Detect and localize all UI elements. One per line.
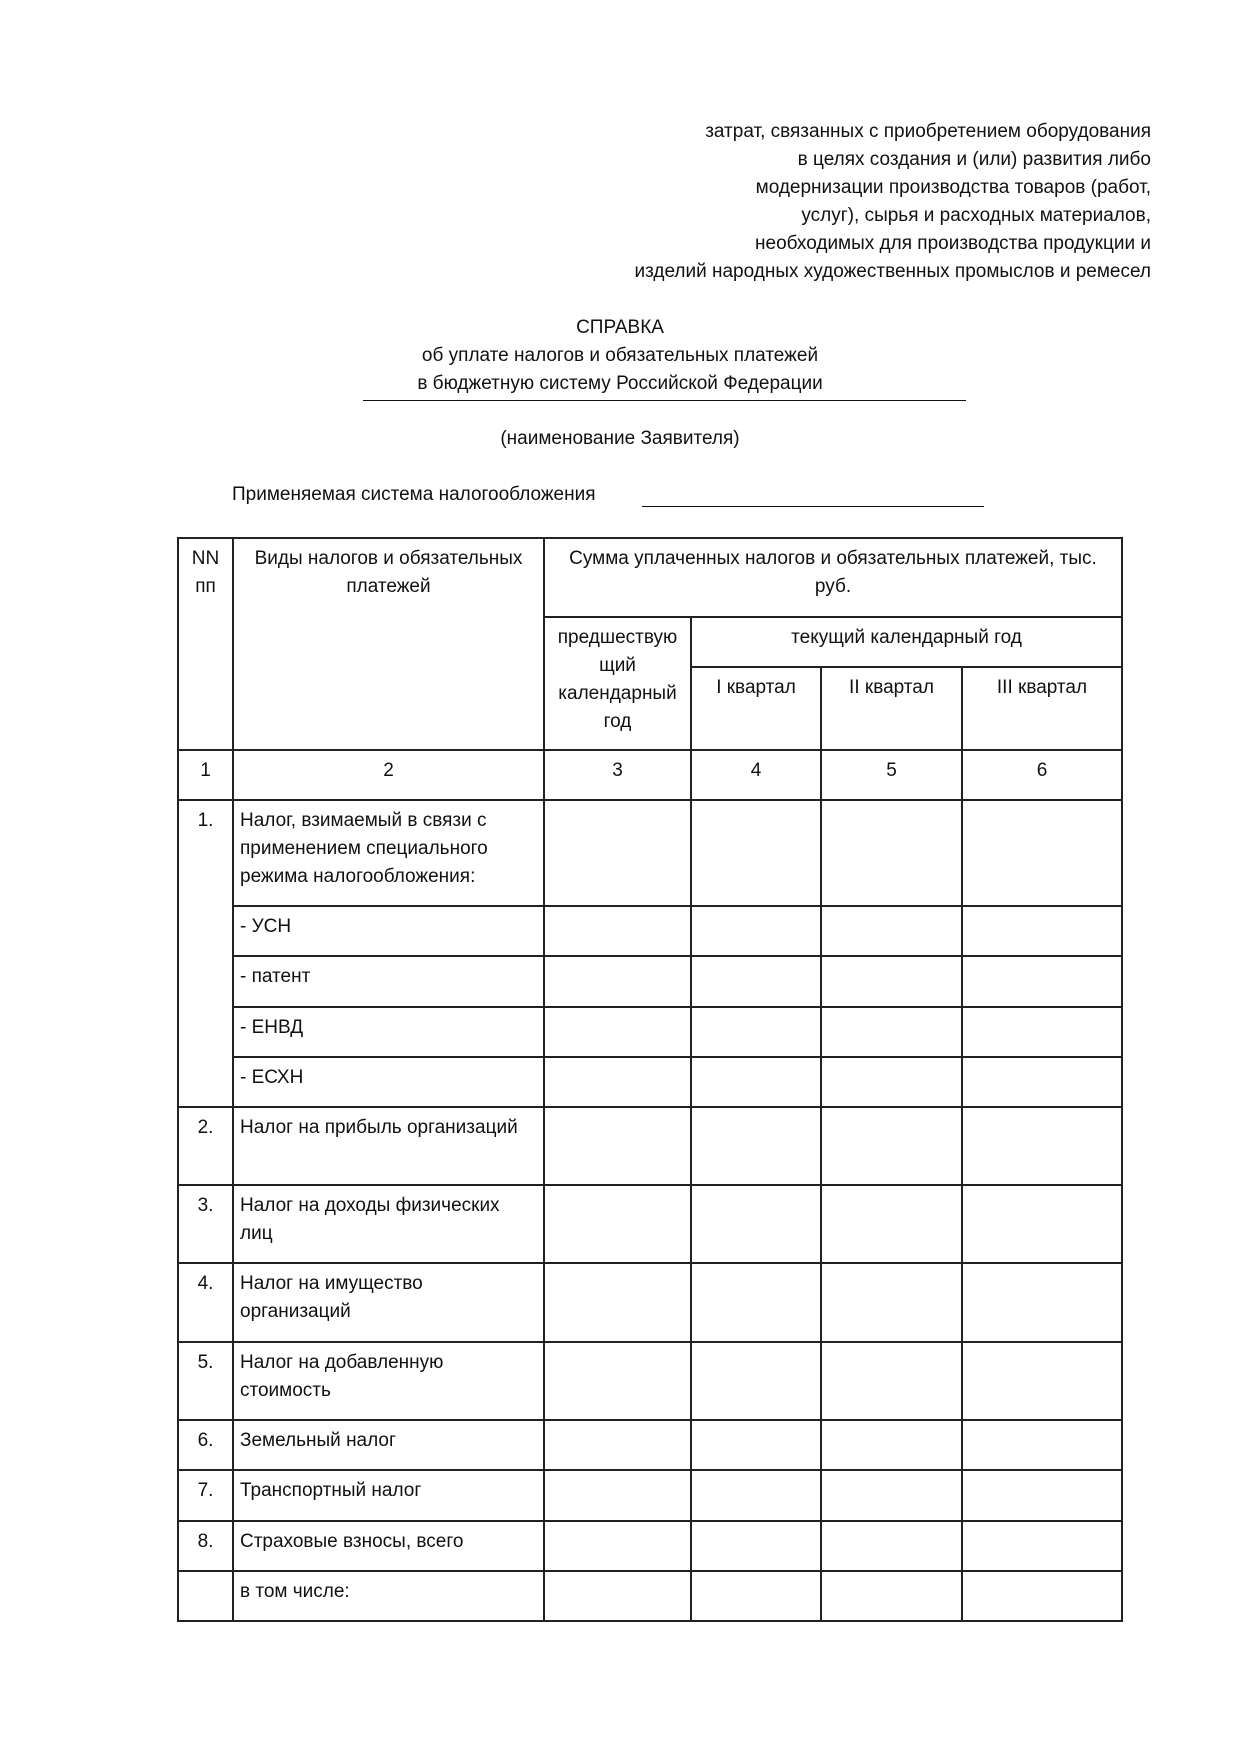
tax-payments-table — [177, 537, 1123, 1622]
amount-cell[interactable] — [821, 906, 962, 956]
header-line: в целях создания и (или) развития либо — [797, 149, 1151, 170]
table-row — [178, 1571, 1122, 1621]
amount-cell[interactable] — [962, 1107, 1122, 1185]
table-row — [178, 1420, 1122, 1470]
row-number — [178, 1571, 233, 1621]
header-line: изделий народных художественных промыслов и ремесел — [634, 261, 1151, 282]
amount-cell[interactable] — [544, 1521, 691, 1571]
row-number: 6. — [178, 1420, 233, 1470]
tax-system-label: Применяемая система налогообложения — [232, 484, 596, 505]
amount-cell[interactable] — [544, 1185, 691, 1263]
row-number: 3. — [178, 1185, 233, 1263]
amount-cell[interactable] — [691, 1521, 821, 1571]
amount-cell[interactable] — [544, 1342, 691, 1420]
applicant-name-field[interactable] — [363, 400, 966, 401]
amount-cell[interactable] — [544, 1057, 691, 1107]
column-number: 5 — [821, 750, 962, 800]
tax-system-field[interactable] — [642, 486, 984, 507]
header-q3: III квартал — [962, 667, 1122, 750]
amount-cell[interactable] — [544, 1571, 691, 1621]
amount-cell[interactable] — [821, 1521, 962, 1571]
column-number: 1 — [178, 750, 233, 800]
table-row — [178, 1107, 1122, 1185]
amount-cell[interactable] — [962, 906, 1122, 956]
amount-cell[interactable] — [821, 956, 962, 1007]
applicant-caption: (наименование Заявителя) — [500, 428, 740, 449]
table-row — [178, 1342, 1122, 1420]
amount-cell[interactable] — [821, 1571, 962, 1621]
table-row — [178, 1185, 1122, 1263]
table-row — [178, 1263, 1122, 1342]
column-number: 6 — [962, 750, 1122, 800]
amount-cell[interactable] — [821, 1342, 962, 1420]
tax-type-name: Транспортный налог — [233, 1470, 544, 1521]
column-number: 4 — [691, 750, 821, 800]
amount-cell[interactable] — [544, 906, 691, 956]
table-row — [178, 1470, 1122, 1521]
header-current-year: текущий календарный год — [691, 617, 1122, 667]
amount-cell[interactable] — [691, 1007, 821, 1057]
row-number: 7. — [178, 1470, 233, 1521]
amount-cell[interactable] — [544, 1470, 691, 1521]
amount-cell[interactable] — [691, 906, 821, 956]
tax-type-name: Налог на добавленную стоимость — [233, 1342, 544, 1420]
amount-cell[interactable] — [821, 1470, 962, 1521]
amount-cell[interactable] — [821, 1107, 962, 1185]
amount-cell[interactable] — [821, 1420, 962, 1470]
header-line: услуг), сырья и расходных материалов, — [801, 205, 1151, 226]
tax-type-name: - патент — [233, 956, 544, 1007]
column-number: 3 — [544, 750, 691, 800]
amount-cell[interactable] — [691, 1342, 821, 1420]
row-number: 8. — [178, 1521, 233, 1571]
amount-cell[interactable] — [962, 1007, 1122, 1057]
amount-cell[interactable] — [962, 1470, 1122, 1521]
header-types: Виды налогов и обязательных платежей — [233, 538, 544, 750]
header-q2: II квартал — [821, 667, 962, 750]
table-row — [178, 906, 1122, 956]
tax-type-name: в том числе: — [233, 1571, 544, 1621]
tax-type-name: Налог, взимаемый в связи с применением специального режима налогообложения: — [233, 800, 544, 906]
amount-cell[interactable] — [691, 1420, 821, 1470]
amount-cell[interactable] — [962, 1342, 1122, 1420]
table-row — [178, 956, 1122, 1007]
amount-cell[interactable] — [691, 956, 821, 1007]
amount-cell[interactable] — [691, 800, 821, 906]
tax-type-name: Налог на имущество организаций — [233, 1263, 544, 1342]
amount-cell[interactable] — [962, 1420, 1122, 1470]
header-line: необходимых для производства продукции и — [755, 233, 1151, 254]
document-subtitle: об уплате налогов и обязательных платежей — [421, 345, 819, 366]
amount-cell[interactable] — [691, 1470, 821, 1521]
table-row — [178, 1007, 1122, 1057]
amount-cell[interactable] — [544, 956, 691, 1007]
amount-cell[interactable] — [544, 1263, 691, 1342]
tax-type-name: - УСН — [233, 906, 544, 956]
document-subtitle: в бюджетную систему Российской Федерации — [417, 373, 823, 394]
amount-cell[interactable] — [544, 1420, 691, 1470]
tax-type-name: Налог на доходы физических лиц — [233, 1185, 544, 1263]
amount-cell[interactable] — [544, 800, 691, 906]
row-number: 4. — [178, 1263, 233, 1342]
tax-type-name: Страховые взносы, всего — [233, 1521, 544, 1571]
header-line: модернизации производства товаров (работ, — [755, 177, 1151, 198]
amount-cell[interactable] — [821, 1263, 962, 1342]
amount-cell[interactable] — [962, 1521, 1122, 1571]
row-number: 5. — [178, 1342, 233, 1420]
amount-cell[interactable] — [962, 1571, 1122, 1621]
amount-cell[interactable] — [691, 1057, 821, 1107]
amount-cell[interactable] — [544, 1107, 691, 1185]
amount-cell[interactable] — [691, 1185, 821, 1263]
amount-cell[interactable] — [962, 956, 1122, 1007]
table-row — [178, 800, 1122, 906]
header-prev-year: предшествую щий календарный год — [544, 617, 691, 750]
amount-cell[interactable] — [821, 1057, 962, 1107]
amount-cell[interactable] — [962, 1185, 1122, 1263]
table-row — [178, 1057, 1122, 1107]
amount-cell[interactable] — [821, 1007, 962, 1057]
row-number: 2. — [178, 1107, 233, 1185]
amount-cell[interactable] — [691, 1107, 821, 1185]
amount-cell[interactable] — [962, 1263, 1122, 1342]
header-sum: Сумма уплаченных налогов и обязательных платежей, тыс. руб. — [544, 538, 1122, 617]
header-q1: I квартал — [691, 667, 821, 750]
tax-type-name: - ЕСХН — [233, 1057, 544, 1107]
tax-type-name: Налог на прибыль организаций — [233, 1107, 544, 1185]
column-number: 2 — [233, 750, 544, 800]
table-row — [178, 1521, 1122, 1571]
tax-type-name: Земельный налог — [233, 1420, 544, 1470]
amount-cell[interactable] — [821, 1185, 962, 1263]
row-number: 1. — [178, 800, 233, 1107]
amount-cell[interactable] — [691, 1263, 821, 1342]
amount-cell[interactable] — [962, 1057, 1122, 1107]
amount-cell[interactable] — [544, 1007, 691, 1057]
header-nn: NN пп — [178, 538, 233, 750]
amount-cell[interactable] — [821, 800, 962, 906]
amount-cell[interactable] — [691, 1571, 821, 1621]
amount-cell[interactable] — [962, 800, 1122, 906]
tax-type-name: - ЕНВД — [233, 1007, 544, 1057]
header-line: затрат, связанных с приобретением оборудования — [705, 121, 1151, 142]
document-title: СПРАВКА — [576, 317, 664, 338]
form-header-text — [451, 118, 1151, 286]
